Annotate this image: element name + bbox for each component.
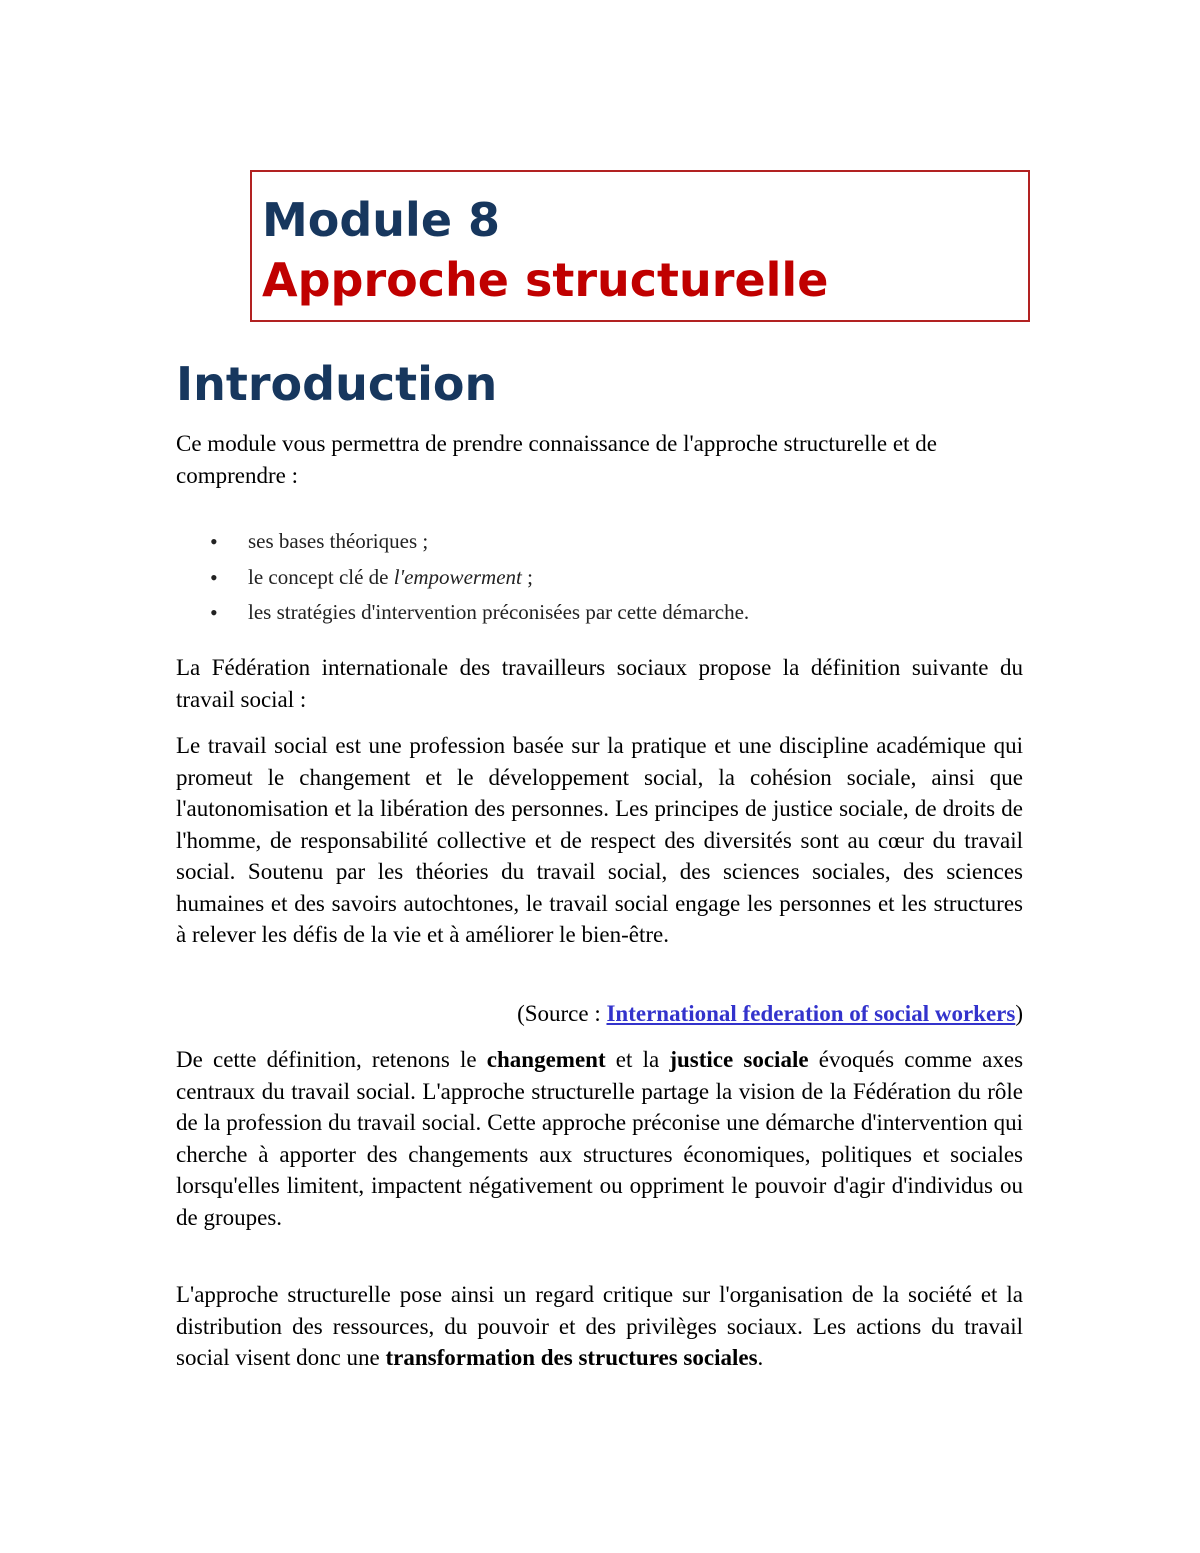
paragraph-text: .: [757, 1345, 764, 1370]
paragraph-text: L'approche structurelle pose ainsi un regard critique sur l'organisation de la société et la distribution des ressources, du pouvoir et des privilèges sociaux. Les actions du travail social visent donc une: [176, 1282, 1023, 1370]
source-citation: [176, 998, 1023, 1030]
bullet-icon: •: [210, 529, 218, 554]
federation-intro-paragraph: La Fédération internationale des travailleurs sociaux propose la définition suivante du travail social :: [176, 655, 1023, 712]
bold-term-transformation: transformation des structures sociales: [385, 1345, 758, 1370]
paragraph-text: évoqués comme axes centraux du travail social. L'approche structurelle partage la vision de la Fédération du rôle de la profession du travail social. Cette approche préconise une démarche d'intervention qui cherche à apporter des changements aux structures économiques, politiques et sociales lorsqu'elles limitent, impactent négativement ou oppriment le pouvoir d'agir d'individus ou de groupes.: [176, 1047, 1024, 1230]
regard-critique-paragraph: [176, 1279, 1023, 1374]
definition-paragraph: Le travail social est une profession basée sur la pratique et une discipline académique qui promeut le changement et le développement social, la cohésion sociale, ainsi que l'autonomisation et la libération des personnes. Les principes de justice sociale, de droits de l'homme, de responsabilité collective et de respect des diversités sont au cœur du travail social. Soutenu par les théories du travail social, des sciences sociales, des sciences humaines et des savoirs autochtones, le travail social engage les personnes et les structures à relever les défis de la vie et à améliorer le bien-être.: [176, 733, 1023, 947]
paragraph-text: et la: [605, 1047, 670, 1072]
bold-term-changement: changement: [486, 1047, 606, 1072]
list-item-text: ses bases théoriques ;: [248, 529, 429, 553]
source-suffix: ): [1015, 1001, 1023, 1026]
list-item: [210, 560, 749, 596]
objectives-list: [210, 524, 749, 631]
intro-paragraph: Ce module vous permettra de prendre connaissance de l'approche structurelle et de comprendre :: [176, 431, 937, 488]
bold-term-justice-sociale: justice sociale: [669, 1047, 809, 1072]
list-item-text: ;: [521, 564, 533, 589]
list-item-emphasis: l'empowerment: [393, 564, 522, 589]
list-item: [210, 524, 749, 560]
retenons-paragraph: [176, 1044, 1023, 1233]
bullet-icon: •: [210, 600, 218, 625]
module-title-box: [250, 170, 1030, 322]
module-number: Module 8: [262, 193, 501, 247]
list-item-text: le concept clé de: [248, 564, 394, 589]
bullet-icon: •: [210, 564, 218, 590]
paragraph-text: De cette définition, retenons le: [176, 1047, 487, 1072]
list-item: [210, 595, 749, 631]
module-title: Approche structurelle: [262, 253, 829, 307]
section-heading-introduction: Introduction: [176, 357, 498, 411]
list-item-text: les stratégies d'intervention préconisées par cette démarche.: [248, 600, 750, 624]
source-link[interactable]: International federation of social workers: [606, 1001, 1016, 1026]
source-prefix: (Source :: [517, 1001, 607, 1026]
